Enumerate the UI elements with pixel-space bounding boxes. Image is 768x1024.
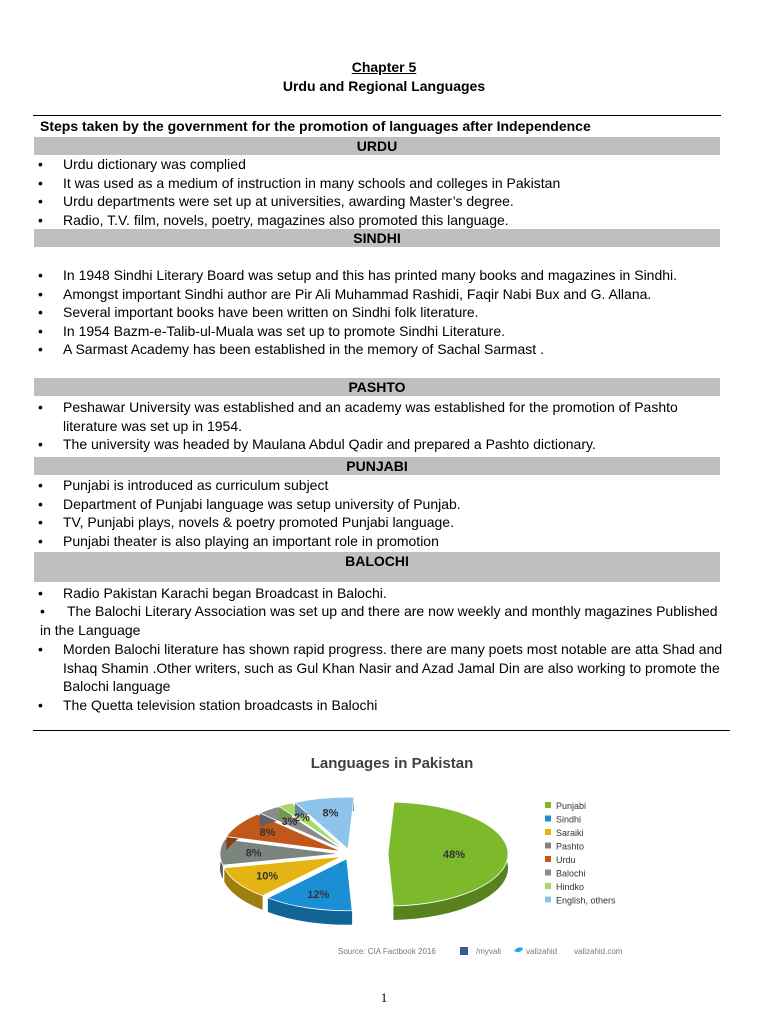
legend-swatch — [545, 802, 551, 808]
pie-value-label: 2% — [294, 812, 310, 825]
chart-legend — [545, 801, 616, 906]
legend-entry: Pashto — [556, 841, 585, 852]
list-item: • Peshawar University was established and an academy was established for the promotion of Pashto literature was set up in 1954. — [33, 398, 723, 435]
page-number: 1 — [380, 990, 388, 1005]
band-punjabi: PUNJABI — [34, 457, 720, 475]
urdu-list — [33, 155, 723, 229]
list-item: • Punjabi theater is also playing an important role in promotion — [33, 532, 723, 551]
website-link: valizahid.com — [574, 947, 623, 956]
legend-swatch — [545, 856, 551, 862]
list-item: • Morden Balochi literature has shown rapid progress. there are many poets most notable are atta Shad and Ishaq Shamin .Other writers, such as Gul Khan Nasir and Azad Jamal Din are also working to promote the Balochi language — [33, 640, 723, 696]
legend-entry: Punjabi — [556, 801, 587, 811]
chart-source: Source: CIA Factbook 2016 — [338, 947, 436, 956]
chart-title: Languages in Pakistan — [310, 755, 474, 772]
list-item: • Urdu departments were set up at universities, awarding Master’s degree. — [33, 192, 723, 211]
section-divider — [33, 730, 730, 731]
list-item: • TV, Punjabi plays, novels & poetry promoted Punjabi language. — [33, 513, 723, 532]
list-item: • The university was headed by Maulana Abdul Qadir and prepared a Pashto dictionary. — [33, 435, 723, 454]
pashto-list — [33, 398, 723, 454]
band-urdu: URDU — [34, 137, 720, 155]
bullet: • — [40, 603, 45, 619]
legend-entry: Hindko — [556, 882, 585, 892]
list-item: • It was used as a medium of instruction in many schools and colleges in Pakistan — [33, 174, 723, 193]
pie-value-label: 8% — [322, 807, 339, 820]
facebook-handle: /myvali — [476, 947, 501, 956]
legend-entry: Saraiki — [556, 828, 584, 838]
list-item: • Amongst important Sindhi author are Pir Ali Muhammad Rashidi, Faqir Nabi Bux and G. Allana. — [33, 285, 723, 304]
pie-value-label: 3% — [281, 815, 298, 828]
chapter-title: Urdu and Regional Languages — [282, 78, 486, 94]
band-sindhi: SINDHI — [34, 229, 720, 247]
list-item: • In 1954 Bazm-e-Talib-ul-Muala was set up to promote Sindhi Literature. — [33, 322, 723, 341]
legend-swatch — [545, 897, 551, 903]
legend-swatch — [545, 843, 551, 849]
legend-swatch — [545, 829, 551, 835]
legend-swatch — [545, 870, 551, 876]
top-rule — [33, 115, 721, 116]
punjabi-list — [33, 476, 723, 550]
list-item: • Urdu dictionary was complied — [33, 155, 723, 174]
pie-value-label: 8% — [245, 847, 262, 860]
list-item: • The Quetta television station broadcasts in Balochi — [33, 696, 723, 715]
legend-entry: Urdu — [556, 855, 576, 865]
chapter-number: Chapter 5 — [351, 59, 417, 75]
pie-value-label: 48% — [442, 849, 466, 862]
legend-entry: Balochi — [556, 868, 586, 879]
band-pashto: PASHTO — [34, 378, 720, 396]
pie-value-label: 8% — [259, 827, 276, 840]
legend-swatch — [545, 816, 551, 822]
balochi-list — [33, 584, 723, 603]
legend-entry: Sindhi — [556, 814, 582, 825]
section-heading: Steps taken by the government for the promotion of languages after Independence — [40, 118, 591, 134]
pie-value-label: 12% — [307, 889, 330, 902]
list-item: • Several important books have been written on Sindhi folk literature. — [33, 303, 723, 322]
balochi-list-2 — [33, 640, 723, 714]
languages-pie-chart — [160, 742, 660, 962]
pie-value-label: 10% — [256, 870, 279, 883]
twitter-handle: valizahid — [526, 947, 558, 956]
list-item: • A Sarmast Academy has been established in the memory of Sachal Sarmast . — [33, 340, 723, 359]
list-item: • Punjabi is introduced as curriculum subject — [33, 476, 723, 495]
facebook-icon — [460, 947, 468, 955]
list-item: • Department of Punjabi language was setup university of Punjab. — [33, 495, 723, 514]
band-balochi-label: BALOCHI — [345, 553, 409, 569]
band-balochi — [34, 552, 720, 582]
list-item: • In 1948 Sindhi Literary Board was setup and this has printed many books and magazines in Sindhi. — [33, 266, 723, 285]
legend-swatch — [545, 883, 551, 889]
balochi-paragraph-text: The Balochi Literary Association was set up and there are now weekly and monthly magazines Published in the Language — [40, 603, 718, 638]
list-item: • Radio Pakistan Karachi began Broadcast in Balochi. — [33, 584, 723, 603]
list-item: • Radio, T.V. film, novels, poetry, magazines also promoted this language. — [33, 211, 723, 230]
legend-entry: English, others — [556, 895, 616, 906]
balochi-paragraph — [40, 602, 730, 639]
sindhi-list — [33, 266, 723, 359]
twitter-icon — [514, 947, 523, 952]
